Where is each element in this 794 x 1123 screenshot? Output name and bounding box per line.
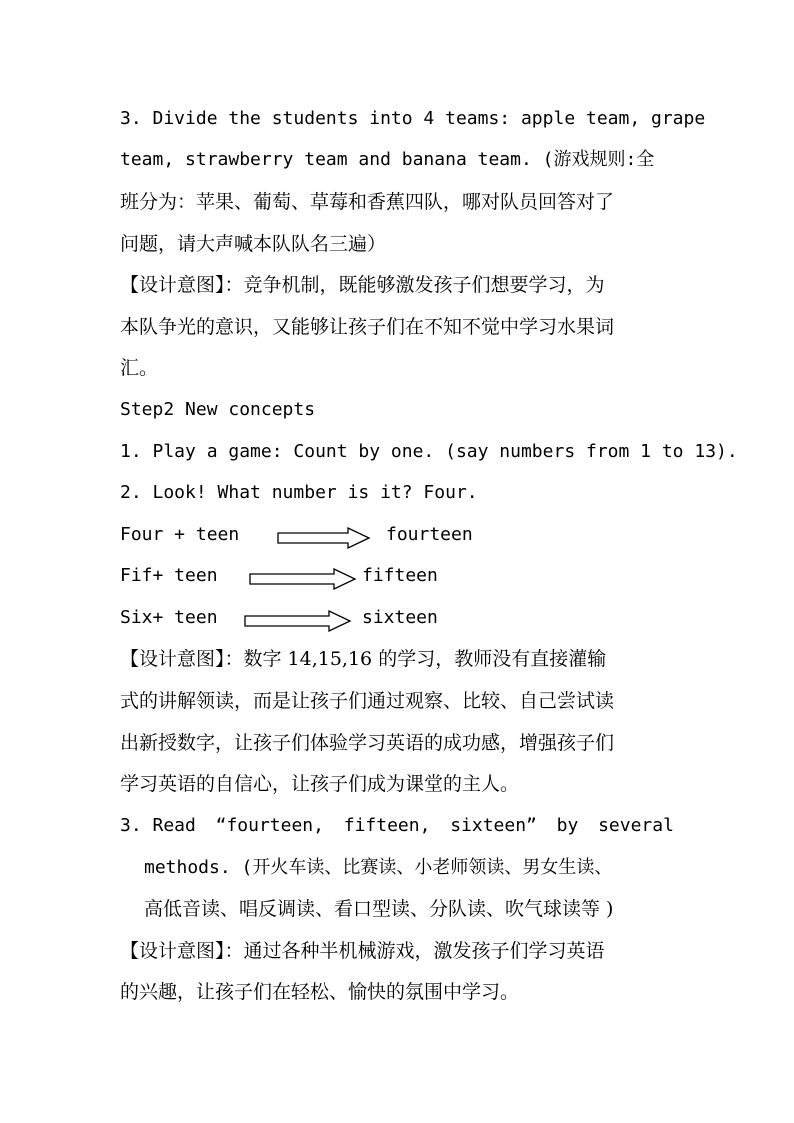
design-intent-1-line3: 汇。 (120, 357, 159, 379)
step-item-3-word: several (598, 815, 674, 836)
arrow-right-icon (248, 568, 358, 590)
step-item-3-word: fifteen, (343, 815, 431, 836)
step-item-3-word: by (556, 815, 579, 836)
arrow-right-icon (276, 527, 372, 549)
step-item-3-line1 (120, 814, 674, 838)
design-intent-2-line3: 出新授数字，让孩子们体验学习英语的成功感，增强孩子们 (120, 732, 615, 754)
equation-3-left: Six+ teen (120, 607, 218, 628)
step-item-2: 2. Look! What number is it? Four. (120, 482, 478, 503)
paragraph-teams-line3: 班分为：苹果、葡萄、草莓和香蕉四队，哪对队员回答对了 (120, 191, 615, 213)
equation-1-left: Four + teen (120, 524, 240, 545)
design-intent-2-line4: 学习英语的自信心，让孩子们成为课堂的主人。 (120, 773, 520, 795)
equation-2-left: Fif+ teen (120, 565, 218, 586)
step-item-3-line2: methods. (开火车读、比赛读、小老师领读、男女生读、 (144, 857, 613, 878)
design-intent-3-line2: 的兴趣，让孩子们在轻松、愉快的氛围中学习。 (120, 981, 520, 1003)
equation-1-right: fourteen (386, 524, 473, 545)
step-item-3-word: 3. Read (120, 815, 196, 836)
step-item-3-word: sixteen” (450, 815, 537, 836)
paragraph-teams-line1: 3. Divide the students into 4 teams: apple team, grape (120, 108, 706, 129)
paragraph-teams-line4: 问题，请大声喊本队队名三遍） (120, 233, 387, 255)
step-item-3-line3: 高低音读、唱反调读、看口型读、分队读、吹气球读等 ) (144, 898, 614, 920)
step2-heading: Step2 New concepts (120, 399, 316, 420)
step-item-1: 1. Play a game: Count by one. (say numbers from 1 to 13). (120, 441, 738, 462)
design-intent-3-line1: 【设计意图】：通过各种半机械游戏，激发孩子们学习英语 (120, 940, 605, 962)
design-intent-1-line2: 本队争光的意识，又能够让孩子们在不知不觉中学习水果词 (120, 316, 615, 338)
design-intent-1-line1: 【设计意图】：竞争机制，既能够激发孩子们想要学习，为 (120, 274, 605, 296)
equation-3-right: sixteen (362, 607, 438, 628)
paragraph-teams-line2: team, strawberry team and banana team. (游戏规则:全 (120, 149, 655, 170)
equation-2-right: fifteen (362, 565, 438, 586)
arrow-right-icon (243, 610, 353, 632)
design-intent-2-line1: 【设计意图】：数字 14,15,16 的学习，教师没有直接灌输 (120, 648, 607, 670)
step-item-3-word: “fourteen, (215, 815, 324, 836)
design-intent-2-line2: 式的讲解领读，而是让孩子们通过观察、比较、自己尝试读 (120, 690, 615, 712)
